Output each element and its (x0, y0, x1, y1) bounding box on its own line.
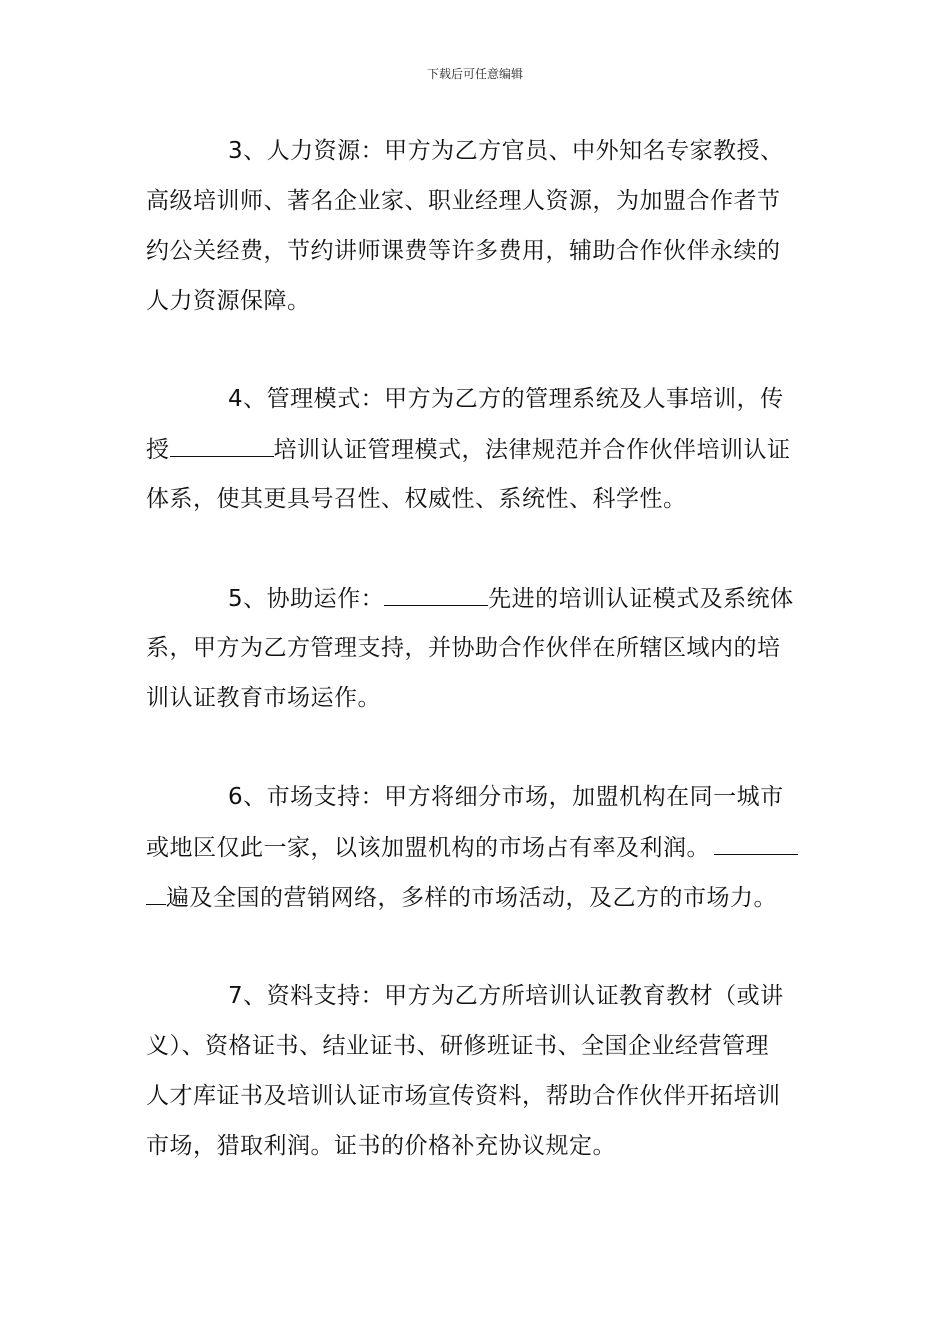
paragraph-7-line-3: 人才库证书及培训认证市场宣传资料，帮助合作伙伴开拓培训 (146, 1083, 781, 1109)
paragraph-4-line-1: 4、管理模式：甲方为乙方的管理系统及人事培训，传 (228, 386, 784, 412)
paragraph-6-line-2-text: 或地区仅此一家，以该加盟机构的市场占有率及利润。 (146, 835, 710, 861)
paragraph-4-line-2-start: 授 (146, 437, 170, 463)
paragraph-6-line-3-text: 遍及全国的营销网络，多样的市场活动，及乙方的市场力。 (166, 885, 777, 911)
paragraph-4-line-2-end: 培训认证管理模式，法律规范并合作伙伴培训认证 (273, 437, 791, 463)
fill-in-blank (170, 434, 274, 457)
paragraph-7-line-4: 市场，猎取利润。证书的价格补充协议规定。 (146, 1133, 616, 1159)
paragraph-3-line-2: 高级培训师、著名企业家、职业经理人资源，为加盟合作者节 (146, 188, 781, 214)
paragraph-5-line-1-start: 5、协助运作： (228, 586, 385, 612)
paragraph-5-line-1 (228, 583, 818, 614)
paragraph-7-line-2: 义）、资格证书、结业证书、研修班证书、全国企业经营管理 (146, 1033, 769, 1059)
paragraph-4-line-2 (146, 434, 816, 465)
paragraph-3-line-3: 约公关经费，节约讲师课费等许多费用，辅助合作伙伴永续的 (146, 238, 781, 264)
fill-in-blank-continued (146, 882, 166, 905)
paragraph-6-line-1: 6、市场支持：甲方将细分市场，加盟机构在同一城市 (228, 784, 784, 810)
paragraph-3-line-1: 3、人力资源：甲方为乙方官员、中外知名专家教授、 (228, 138, 784, 164)
paragraph-6-line-2 (146, 832, 816, 863)
paragraph-3-line-4: 人力资源保障。 (146, 288, 311, 314)
page-header: 下载后可任意编辑 (426, 67, 523, 81)
paragraph-4-line-3: 体系，使其更具号召性、权威性、系统性、科学性。 (146, 486, 687, 512)
paragraph-5-line-3: 训认证教育市场运作。 (146, 685, 381, 711)
fill-in-blank (714, 832, 798, 855)
paragraph-6-line-3 (146, 882, 816, 913)
paragraph-5-line-1-end: 先进的培训认证模式及系统体 (488, 586, 794, 612)
paragraph-5-line-2: 系，甲方为乙方管理支持，并协助合作伙伴在所辖区域内的培 (146, 635, 781, 661)
paragraph-7-line-1: 7、资料支持：甲方为乙方所培训认证教育教材（或讲 (228, 983, 784, 1009)
fill-in-blank (384, 583, 488, 606)
